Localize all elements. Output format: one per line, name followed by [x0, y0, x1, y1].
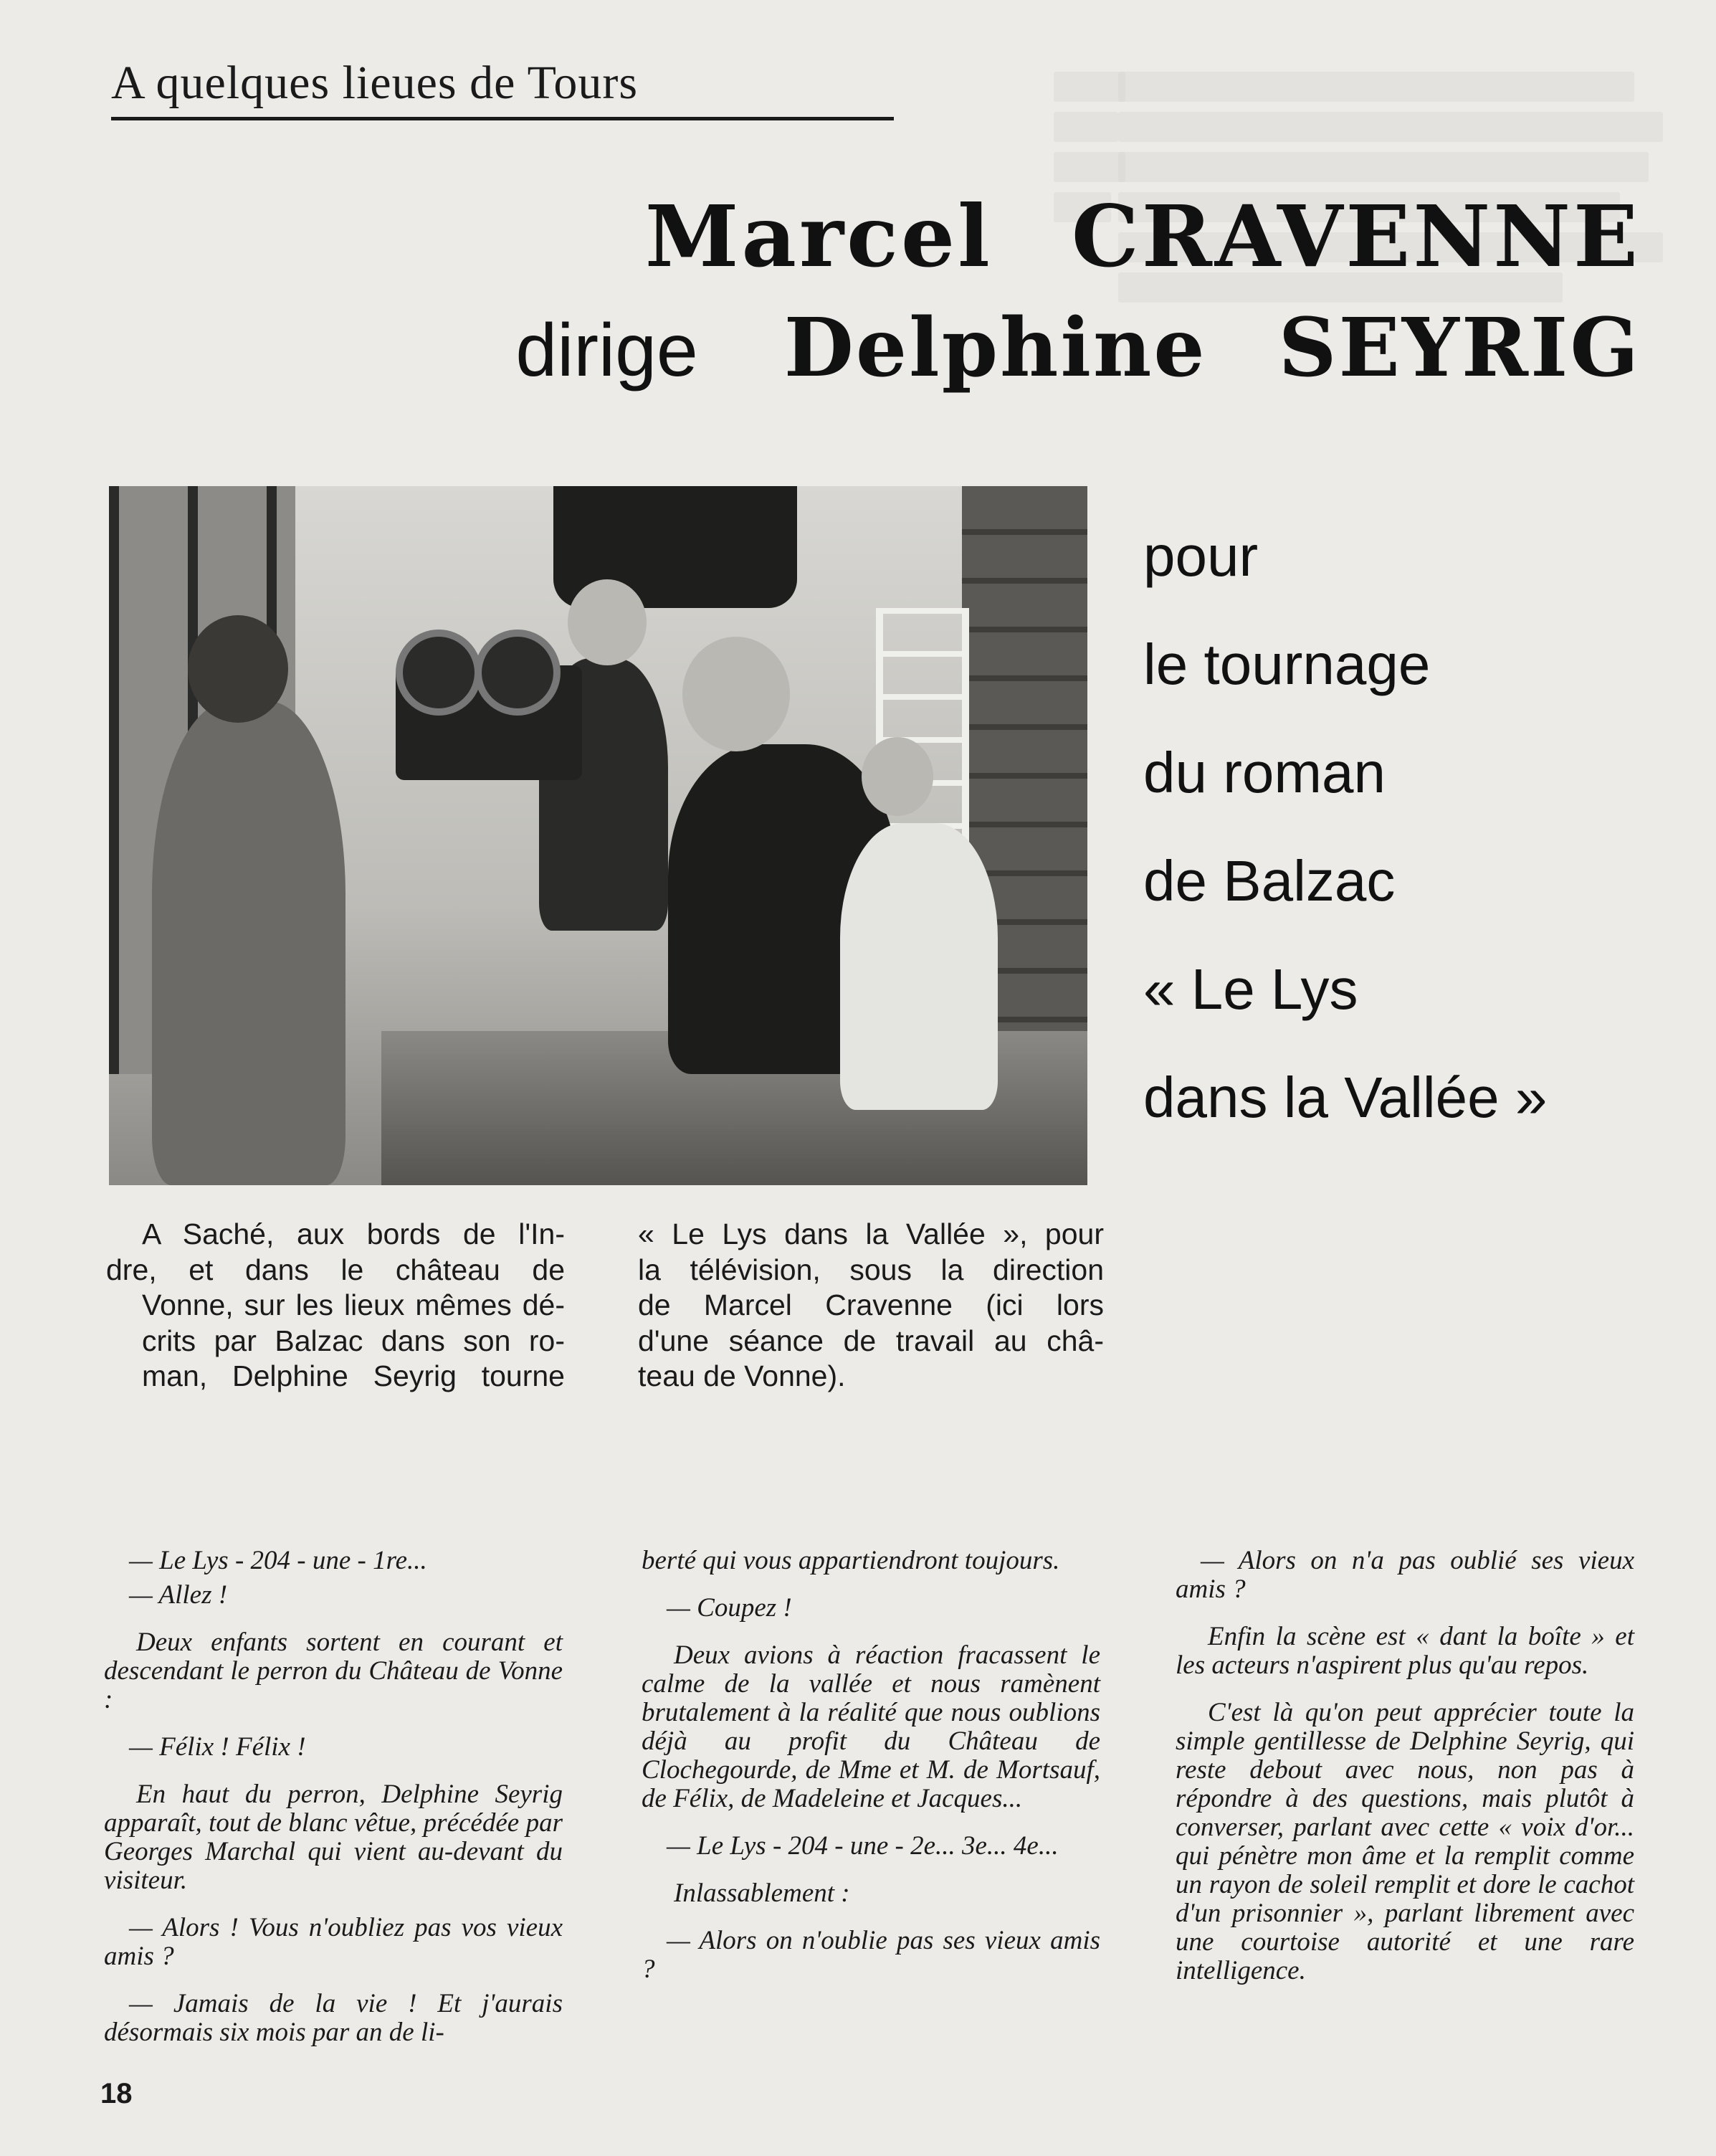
paragraph: Inlassablement :	[674, 1879, 850, 1908]
body-column-1	[104, 1547, 563, 2066]
photo-caption-left	[106, 1217, 565, 1395]
paragraph: — Le Lys - 204 - une - 1re...	[129, 1546, 427, 1575]
side-title-line: de Balzac	[1143, 849, 1396, 913]
caption-line: Vonne, sur les lieux mêmes dé-	[142, 1288, 565, 1321]
caption-line: d'une séance de travail au châ-	[638, 1324, 1104, 1357]
paragraph: En haut du perron, Delphine Seyrig apparaît, tout de blanc vêtue, précédée par Georges Marchal qui vient au-devant du visiteur.	[104, 1780, 563, 1895]
headline-subject-first: Delphine	[783, 301, 1207, 395]
caption-line: A Saché, aux bords de l'In-	[142, 1217, 565, 1250]
headline-first-name: Marcel	[644, 186, 993, 286]
paragraph: berté qui vous appartiendront toujours.	[642, 1546, 1060, 1575]
side-title-line: pour	[1143, 524, 1259, 588]
caption-line: dre, et dans le château de	[106, 1253, 565, 1286]
headline-line-2	[515, 301, 1641, 395]
paragraph: Deux avions à réaction fracassent le calme de la vallée et nous ramènent brutalement à la réalité que nous oublions déjà au profit du Château de Clochegourde, de Mme et M. de Mortsauf, de Félix, de Madeleine et Jacques...	[642, 1640, 1100, 1813]
paragraph: — Le Lys - 204 - une - 2e... 3e... 4e...	[667, 1831, 1059, 1861]
body-column-3	[1176, 1547, 1634, 2004]
paragraph: — Alors ! Vous n'oubliez pas vos vieux amis ?	[104, 1913, 563, 1971]
headline-last-name: CRAVENNE	[1071, 186, 1641, 286]
side-title-line: « Le Lys	[1143, 957, 1358, 1021]
paragraph: C'est là qu'on peut apprécier toute la simple gentillesse de Delphine Seyrig, qui reste debout avec nous, non pas à répondre à des questions, mais plutôt à converser, parlant avec cette « voix d'or... qui pénètre mon âme et la remplit comme un rayon de soleil remplit et dore le cachot d'un prisonnier », parlant librement avec une courtoise autorité et une rare intelligence.	[1176, 1698, 1634, 1985]
paragraph: — Coupez !	[667, 1593, 792, 1623]
caption-line: de Marcel Cravenne (ici lors	[638, 1288, 1104, 1321]
caption-line: teau de Vonne).	[638, 1359, 846, 1392]
side-title-line: le tournage	[1143, 632, 1431, 696]
paragraph: Enfin la scène est « dant la boîte » et les acteurs n'aspirent plus qu'au repos.	[1176, 1622, 1634, 1680]
paragraph: — Félix ! Félix !	[129, 1732, 306, 1762]
headline-subject-last: SEYRIG	[1278, 301, 1641, 395]
photo-caption-right	[638, 1217, 1104, 1395]
paragraph: — Alors on n'a pas oublié ses vieux amis ?	[1176, 1546, 1634, 1604]
side-title-line: du roman	[1143, 741, 1386, 804]
film-set-photo	[109, 486, 1087, 1185]
paragraph: — Alors on n'oublie pas ses vieux amis ?	[642, 1926, 1100, 1984]
paragraph: Deux enfants sortent en courant et descendant le perron du Château de Vonne :	[104, 1628, 563, 1714]
side-title-line: dans la Vallée »	[1143, 1065, 1548, 1129]
section-kicker: A quelques lieues de Tours	[111, 57, 639, 109]
paragraph: — Jamais de la vie ! Et j'aurais désormais six mois par an de li-	[104, 1989, 563, 2047]
caption-line: crits par Balzac dans son ro-	[142, 1324, 565, 1357]
side-title	[1143, 502, 1659, 1151]
body-column-2	[642, 1547, 1100, 2003]
page-number: 18	[100, 2078, 133, 2109]
caption-line: « Le Lys dans la Vallée », pour	[638, 1217, 1104, 1250]
headline-verb: dirige	[515, 309, 698, 392]
caption-line: la télévision, sous la direction	[638, 1253, 1104, 1286]
kicker-underline	[111, 117, 894, 120]
paragraph: — Allez !	[129, 1580, 228, 1610]
caption-line: man, Delphine Seyrig tourne	[142, 1359, 565, 1392]
headline-line-1	[645, 186, 1641, 286]
